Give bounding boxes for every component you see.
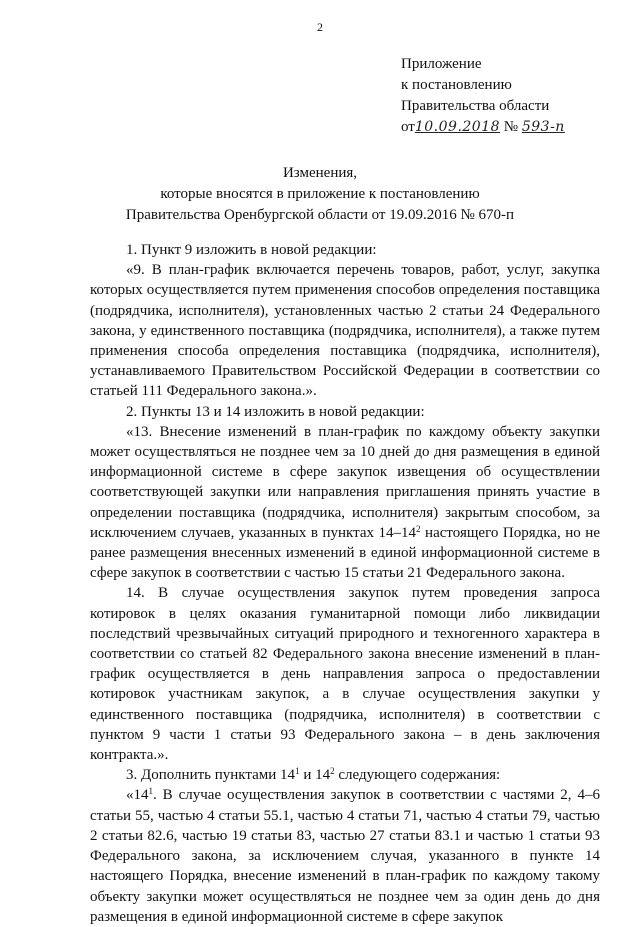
appendix-date-line <box>401 117 565 138</box>
item-3-superscript-1: 1 <box>295 766 300 777</box>
item-3-text-c: следующего содержания: <box>334 767 501 784</box>
item-3-superscript-2: 2 <box>330 766 335 777</box>
paragraph-point-13 <box>90 422 600 584</box>
document-body <box>90 240 600 927</box>
paragraph-item-2: 2. Пункты 13 и 14 изложить в новой редакции: <box>126 403 425 420</box>
document-title <box>0 163 640 226</box>
paragraph-point-9: «9. В план-график включается перечень товаров, работ, услуг, закупка которых осуществляется путем применения способов определения поставщика (подрядчика, исполнителя), установленных частью 2 статьи 24 Федерального закона, у единственного поставщика (подрядчика, исполнителя), а также путем применения способа определения поставщика (подрядчика, исполнителя), устанавливаемого Правительством Российской Федерации в соответствии со статьей 111 Федерального закона.». <box>90 262 600 400</box>
page-number: 2 <box>317 20 323 34</box>
appendix-line-3: Правительства области <box>401 98 550 114</box>
point-14-1-text-a: «14 <box>126 787 149 804</box>
point-13-text-b: настоящего Порядка, но не ранее размещения внесенных изменений в единой информационной системе в сфере закупок в соответствии с частью 15 статьи 21 Федерального закона. <box>90 524 600 582</box>
point-13-text-a: «13. Внесение изменений в план-график по каждому объекту закупки может осуществляться не позднее чем за 10 дней до дня размещения в единой информационной системе в сфере закупок извещения об осуществлении соответствующей закупки или направления приглашения принять участие в определении поставщика (подрядчика, исполнителя) закрытым способом, за исключением случаев, указанных в пунктах 14–14 <box>90 423 600 541</box>
point-14-1-superscript: 1 <box>148 786 153 797</box>
appendix-number-label: № <box>503 119 519 135</box>
item-3-text-a: 3. Дополнить пунктами 14 <box>126 767 296 784</box>
handwritten-number: 593-п <box>521 119 565 135</box>
appendix-header <box>401 54 565 138</box>
paragraph-item-1: 1. Пункт 9 изложить в новой редакции: <box>126 242 377 258</box>
point-13-superscript: 2 <box>416 523 421 534</box>
item-3-text-b: и 14 <box>299 767 331 784</box>
appendix-line-2: к постановлению <box>401 77 512 93</box>
title-line-2: которые вносятся в приложение к постановлению <box>160 186 480 202</box>
handwritten-date: 10.09.2018 <box>414 119 501 135</box>
paragraph-point-14-1 <box>90 785 600 926</box>
point-14-1-text-b: . В случае осуществления закупок в соответствии с частями 2, 4–6 статьи 55, частью 4 статьи 55.1, частью 4 статьи 71, частью 4 статьи 79, частью 2 статьи 82.6, частью 19 статьи 83, частью 27 статьи 83.1 и частью 1 статьи 93 Федерального закона, за исключением случая, указанного в пункте 14 настоящего Порядка, внесение изменений в план-график по каждому такому объекту закупки может осуществляться не позднее чем за один день до дня размещения в единой информационной системе в сфере закупок <box>90 787 600 925</box>
appendix-from-label: от <box>401 119 415 135</box>
paragraph-item-3 <box>90 765 600 785</box>
appendix-line-1: Приложение <box>401 56 482 72</box>
title-line-3: Правительства Оренбургской области от 19.09.2016 № 670-п <box>125 207 515 223</box>
paragraph-point-14: 14. В случае осуществления закупок путем проведения запроса котировок в целях оказания гуманитарной помощи либо ликвидации последствий чрезвычайных ситуаций природного и техногенного характера в соответствии со статьей 82 Федерального закона внесение изменений в план-график осуществляется в день направления запроса о предоставлении котировок участникам закупок, а в случае осуществления закупки у единственного поставщика (подрядчика, исполнителя) в соответствии с пунктом 9 части 1 статьи 93 Федерального закона – в день заключения контракта.». <box>90 585 600 764</box>
title-line-1: Изменения, <box>282 165 358 181</box>
